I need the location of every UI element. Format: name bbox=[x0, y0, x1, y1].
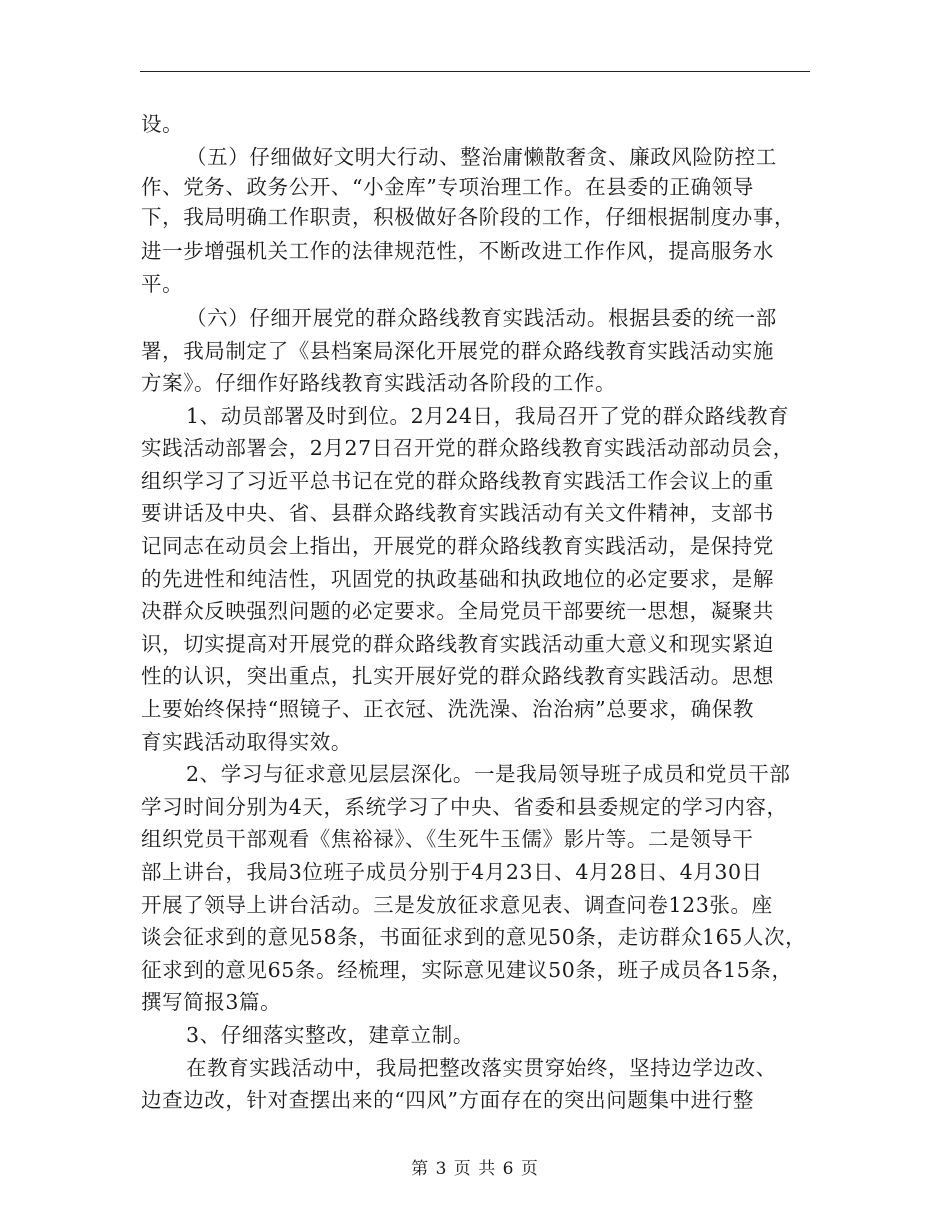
text-line: 2、学习与征求意见层层深化。一是我局领导班子成员和党员干部 bbox=[186, 762, 791, 786]
text-line: 谈会征求到的意见58条，书面征求到的意见50条，走访群众165人次， bbox=[141, 925, 807, 949]
text-line: 组织学习了习近平总书记在党的群众路线教育实践活工作会议上的重 bbox=[141, 469, 774, 493]
text-line: 学习时间分别为4天，系统学习了中央、省委和县委规定的学习内容， bbox=[141, 795, 788, 819]
text-line: 进一步增强机关工作的法律规范性，不断改进工作作风，提高服务水 bbox=[141, 239, 774, 263]
text-line: 育实践活动取得实效。 bbox=[141, 730, 352, 754]
header-rule bbox=[140, 71, 810, 72]
text-line: 作、党务、政务公开、“小金库”专项治理工作。在县委的正确领导 bbox=[141, 175, 754, 199]
text-line: 平。 bbox=[141, 272, 184, 296]
page-number-footer: 第 3 页 共 6 页 bbox=[411, 1159, 539, 1179]
text-line: 署，我局制定了《县档案局深化开展党的群众路线教育实践活动实施 bbox=[141, 339, 774, 363]
text-line: 征求到的意见65条。经梳理，实际意见建议50条，班子成员各15条， bbox=[141, 958, 793, 982]
text-line: 开展了领导上讲台活动。三是发放征求意见表、调查问卷123张。座 bbox=[141, 893, 773, 917]
text-line: 在教育实践活动中，我局把整改落实贯穿始终，坚持边学边改、 bbox=[186, 1056, 777, 1080]
text-line: （五）仔细做好文明大行动、整治庸懒散奢贪、廉政风险防控工 bbox=[186, 145, 777, 169]
text-line: 边查边改，针对查摆出来的“四风”方面存在的突出问题集中进行整 bbox=[141, 1088, 754, 1112]
text-line: 识，切实提高对开展党的群众路线教育实践活动重大意义和现实紧迫 bbox=[141, 632, 774, 656]
text-line: 上要始终保持“照镜子、正衣冠、洗洗澡、治治病”总要求，确保教 bbox=[141, 697, 754, 721]
text-line: 记同志在动员会上指出，开展党的群众路线教育实践活动，是保持党 bbox=[141, 534, 774, 558]
text-line: 方案》。仔细作好路线教育实践活动各阶段的工作。 bbox=[141, 371, 617, 395]
text-line: 要讲话及中央、省、县群众路线教育实践活动有关文件精神，支部书 bbox=[141, 501, 774, 525]
text-line: 性的认识，突出重点，扎实开展好党的群众路线教育实践活动。思想 bbox=[141, 664, 774, 688]
text-line: 组织党员干部观看《焦裕禄》、《生死牛玉儒》影片等。二是领导干 bbox=[141, 827, 754, 851]
text-line: 部上讲台，我局3位班子成员分别于4月23日、4月28日、4月30日 bbox=[141, 860, 763, 884]
text-line: 下，我局明确工作职责，积极做好各阶段的工作，仔细根据制度办事， bbox=[141, 205, 796, 229]
text-line: 设。 bbox=[141, 112, 184, 136]
text-line: 3、仔细落实整改，建章立制。 bbox=[186, 1023, 474, 1047]
text-line: （六）仔细开展党的群众路线教育实践活动。根据县委的统一部 bbox=[186, 306, 777, 330]
text-line: 的先进性和纯洁性，巩固党的执政基础和执政地位的必定要求，是解 bbox=[141, 567, 774, 591]
text-line: 撰写简报3篇。 bbox=[141, 990, 282, 1014]
text-line: 实践活动部署会，2月27日召开党的群众路线教育实践活动部动员会， bbox=[141, 436, 794, 460]
text-line: 1、动员部署及时到位。2月24日，我局召开了党的群众路线教育 bbox=[186, 404, 790, 428]
text-line: 决群众反映强烈问题的必定要求。全局党员干部要统一思想，凝聚共 bbox=[141, 599, 774, 623]
